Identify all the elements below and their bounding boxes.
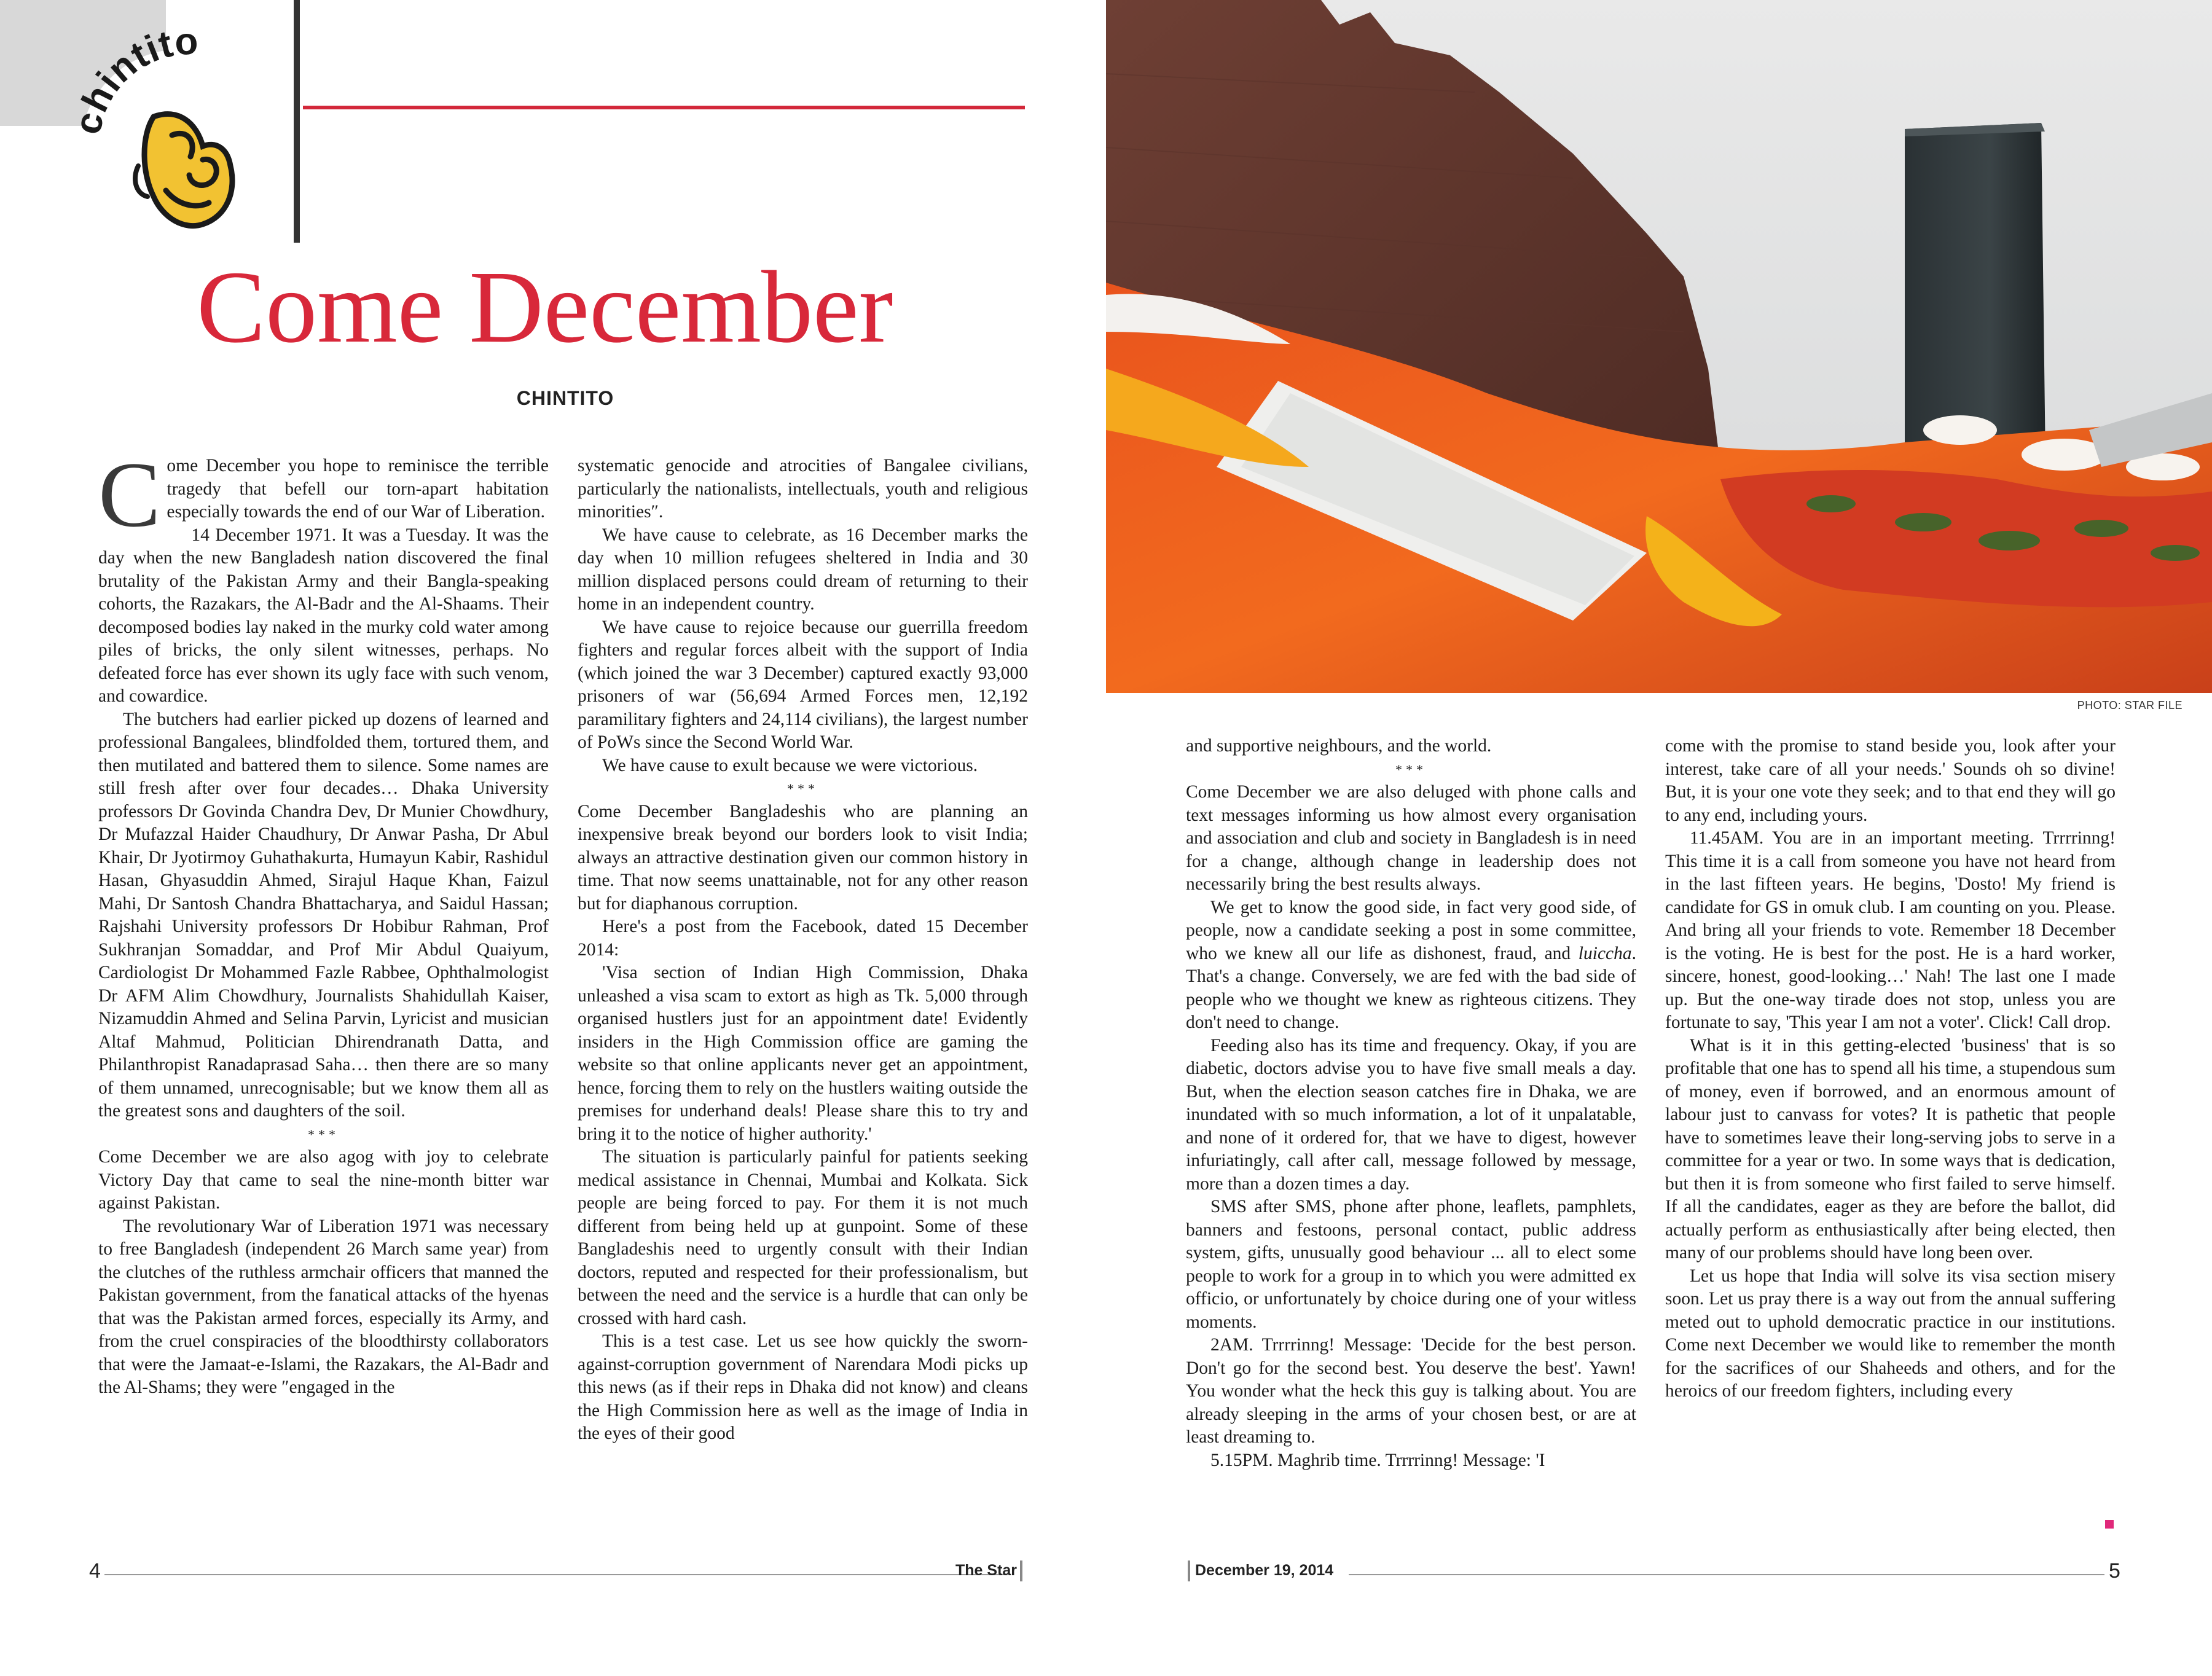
paragraph: Come December you hope to reminisce the terrible tragedy that befell our torn-apart habitation especially towards the end of our War of Liberation.	[98, 455, 549, 546]
body-column-3	[1186, 735, 1636, 1546]
article-title: Come December	[197, 250, 893, 364]
body-column-1	[98, 455, 549, 1545]
logo-face-icon	[129, 98, 246, 240]
header-red-rule	[303, 106, 1025, 109]
footer-bar-left	[1020, 1560, 1022, 1581]
end-of-article-mark	[2105, 1520, 2114, 1529]
section-separator: ***	[1395, 761, 1427, 777]
paragraph: Feeding also has its time and frequency. Okay, if you are diabetic, doctors advise you to have five small meals a day. But, when the election season catches fire in Dhaka, we are inundated with so much information, a lot of it unpalatable, and none of it ordered for, that we have to digest, however infuriatingly, call after call, message followed by message, more than a dozen times a day.	[1186, 1035, 1636, 1194]
paragraph: 5.15PM. Maghrib time. Trrrrinng! Message: 'I	[1210, 1450, 1545, 1470]
footer-rule-left	[104, 1574, 1008, 1575]
paragraph: SMS after SMS, phone after phone, leaflets, pamphlets, banners and festoons, personal contact, public address system, gifts, unusually good behaviour ... all to elect some people to work for a group in to which you were admitted ex officio, or unfortunately by choice during one of your witless moments.	[1186, 1197, 1636, 1332]
page-number-right: 5	[2109, 1559, 2120, 1583]
paragraph: Come December we are also deluged with phone calls and text messages informing us how almost every organisation and association and club and society in Bangladesh is in need for a change, although change in leadership does not necessarily bring the best results always.	[1186, 782, 1636, 894]
paragraph: 2AM. Trrrrinng! Message: 'Decide for the best person. Don't go for the second best. You deserve the best'. Yawn! You wonder what the heck this guy is talking about. You are already sleeping in the arms of your chosen best, or are at least dreaming to.	[1186, 1335, 1636, 1447]
paragraph: Come December we are also agog with joy to celebrate Victory Day that came to seal the nine-month bitter war against Pakistan.	[98, 1147, 549, 1213]
paragraph: We have cause to exult because we were victorious.	[602, 755, 978, 775]
paragraph: What is it in this getting-elected 'business' that is so profitable that one has to spend all his time, a stupendous sum of money, even if borrowed, and an enormous amount of labour just to canvass for votes? It is pathetic that people have to sometimes leave their long-serving jobs to serve in a committee for a year or two. In some ways that is dedication, but then it is from someone who first failed to serve himself. If all the candidates, eager as they are before the ballot, did actually perform as enthusiastically after being elected, then many of our problems should have long been over.	[1665, 1035, 2116, 1263]
paragraph: The revolutionary War of Liberation 1971 was necessary to free Bangladesh (independent 26 March same year) from the clutches of the ruthless armchair officers that manned the Pakistan government, from the fanatical attacks of the hyenas that was the Pakistan armed forces, especially its Army, and from the cruel conspiracies of the bloodthirsty collaborators that were the Jamaat-e-Islami, the Razakars, the Al-Badr and the Al-Shams; they were ″engaged in the	[98, 1216, 549, 1397]
paragraph: 'Visa section of Indian High Commission, Dhaka unleashed a visa scam to extort as high as Tk. 5,000 through organised hustlers just for an appointment date! Evidently insiders in the High Commission office are gaming the website so that online applicants never get an appointment, hence, forcing them to rely on the hustlers waiting outside the premises for underhand deals! Please share this to try and bring it to the notice of higher authority.'	[578, 963, 1028, 1144]
paragraph: This is a test case. Let us see how quickly the sworn-against-corruption government of Narendara Modi picks up this news (as if their reps in Dhaka did not know) and cleans the High Commission here as well as the image of India in the eyes of their good	[578, 1331, 1028, 1443]
section-separator: ***	[308, 1126, 339, 1142]
paragraph: Let us hope that India will solve its visa section misery soon. Let us pray there is a way out from the annual suffering meted out to uphold democratic practice in our institutions. Come next December we would like to remember the month for the sacrifices of our Shaheeds and others, and for the heroics of our freedom fighters, including every	[1665, 1266, 2116, 1401]
header-vertical-rule	[294, 0, 300, 243]
drop-cap: C	[98, 455, 161, 546]
paragraph: systematic genocide and atrocities of Bangalee civilians, particularly the nationalists, intellectuals, youth and religious minorities″.	[578, 456, 1028, 522]
page-number-left: 4	[89, 1559, 101, 1583]
paragraph: The situation is particularly painful for patients seeking medical assistance in Chennai, Mumbai and Kolkata. Sick people are being forced to pay. For them it is not much different from being held up at gunpoint. Some of these Bangladeshis need to urgently consult with their Indian doctors, reputed and respected for their professionalism, but between the need and the service is a hurdle that can only be crossed with hard cash.	[578, 1147, 1028, 1328]
paragraph: The butchers had earlier picked up dozens of learned and professional Bangalees, blindfolded them, tortured them, and then mutilated and battered them to silence. Some names are still fresh after over four decades… Dhaka University professors Dr Govinda Chandra Dev, Dr Munier Chowdhury, Dr Mufazzal Haider Chaudhury, Dr Anwar Pasha, Dr Abul Khair, Dr Jyotirmoy Guhathakurta, Humayun Kabir, Rashidul Hasan, Ghyasuddin Ahmed, Sirajul Haque Khan, Faizul Mahi, Dr Santosh Chandra Bhattacharya, and Saidul Hassan; Rajshahi University professors Dr Hobibur Rahman, Prof Sukhranjan Somaddar, and Prof Mir Abdul Quaiyum, Cardiologist Dr Mohammed Fazle Rabbee, Ophthalmologist Dr AFM Alim Chowdhury, Journalists Shahidullah Kaiser, Nizamuddin Ahmed and Selina Parvin, Lyricist and musician Altaf Mahmud, Politician Dhirendranath Datta, and Philanthropist Ranadaprasad Saha… then there are so many of them unnamed, unrecognisable; but we know them all as the greatest sons and daughters of the soil.	[98, 709, 549, 1121]
footer-publication: The Star	[955, 1562, 1018, 1579]
article-byline: CHINTITO	[516, 387, 614, 409]
section-separator: ***	[787, 781, 818, 796]
logo-text: chintito	[66, 20, 200, 138]
photo-credit: PHOTO: STAR FILE	[2077, 699, 2183, 711]
paragraph: We have cause to rejoice because our guerrilla freedom fighters and regular forces albeit with the support of India (which joined the war 3 December) captured exactly 93,000 prisoners of war (56,694 Armed Forces men, 12,192 paramilitary fighters and 24,114 civilians), the largest number of PoWs since the Second World War.	[578, 617, 1028, 752]
memorial-photo	[1106, 0, 2212, 693]
paragraph: Here's a post from the Facebook, dated 15 December 2014:	[578, 917, 1028, 960]
paragraph: 14 December 1971. It was a Tuesday. It was the day when the new Bangladesh nation discovered the final brutality of the Pakistan Army and their Bangla-speaking cohorts, the Razakars, the Al-Badr and the Al-Shaams. Their decomposed bodies lay naked in the murky cold water among piles of bricks, the only silent witnesses, perhaps. No defeated force has ever shown its ugly face with such venom, and cowardice.	[98, 525, 549, 706]
body-column-4	[1665, 735, 2116, 1546]
paragraph: We have cause to celebrate, as 16 December marks the day when 10 million refugees sheltered in India and 30 million displaced persons could dream of returning to their home in an independent country.	[578, 525, 1028, 614]
paragraph: Come December Bangladeshis who are planning an inexpensive break beyond our borders look to visit India; always an attractive destination given our common history in time. That now seems unattainable, not for any other reason but for diaphanous corruption.	[578, 801, 1028, 914]
footer-rule-right	[1349, 1574, 2104, 1575]
photo-image	[1106, 0, 2212, 693]
body-column-2	[578, 455, 1028, 1545]
footer-bar-right	[1188, 1560, 1190, 1581]
paragraph: and supportive neighbours, and the world.	[1186, 736, 1492, 756]
right-page	[1106, 0, 2212, 1676]
paragraph: 11.45AM. You are in an important meeting. Trrrrinng! This time it is a call from someone you have not heard from in the last fifteen years. He begins, 'Dosto! My friend is candidate for GS in omuk club. I am counting on you. Please. And bring all your friends to vote. Remember 18 December is the voting. He is best for the post. He is a hard worker, sincere, honest, good-looking…' Nah! The last one I made up. But the one-way tirade does not stop, unless you are fortunate to say, 'This year I am not a voter'. Click! Call drop.	[1665, 828, 2116, 1032]
paragraph: We get to know the good side, in fact very good side, of people, now a candidate seeking a post in some committee, who we knew all our life as dishonest, fraud, and luiccha. That's a change. Conversely, we are fed with the bad side of people who we thought we knew as righteous citizens. They don't need to change.	[1186, 897, 1636, 1032]
footer-date: December 19, 2014	[1195, 1562, 1334, 1579]
paragraph: come with the promise to stand beside you, look after your interest, take care of all your needs.' Sounds oh so divine! But, it is your one vote they seek; and to that end they will go to any end, including yours.	[1665, 736, 2116, 825]
